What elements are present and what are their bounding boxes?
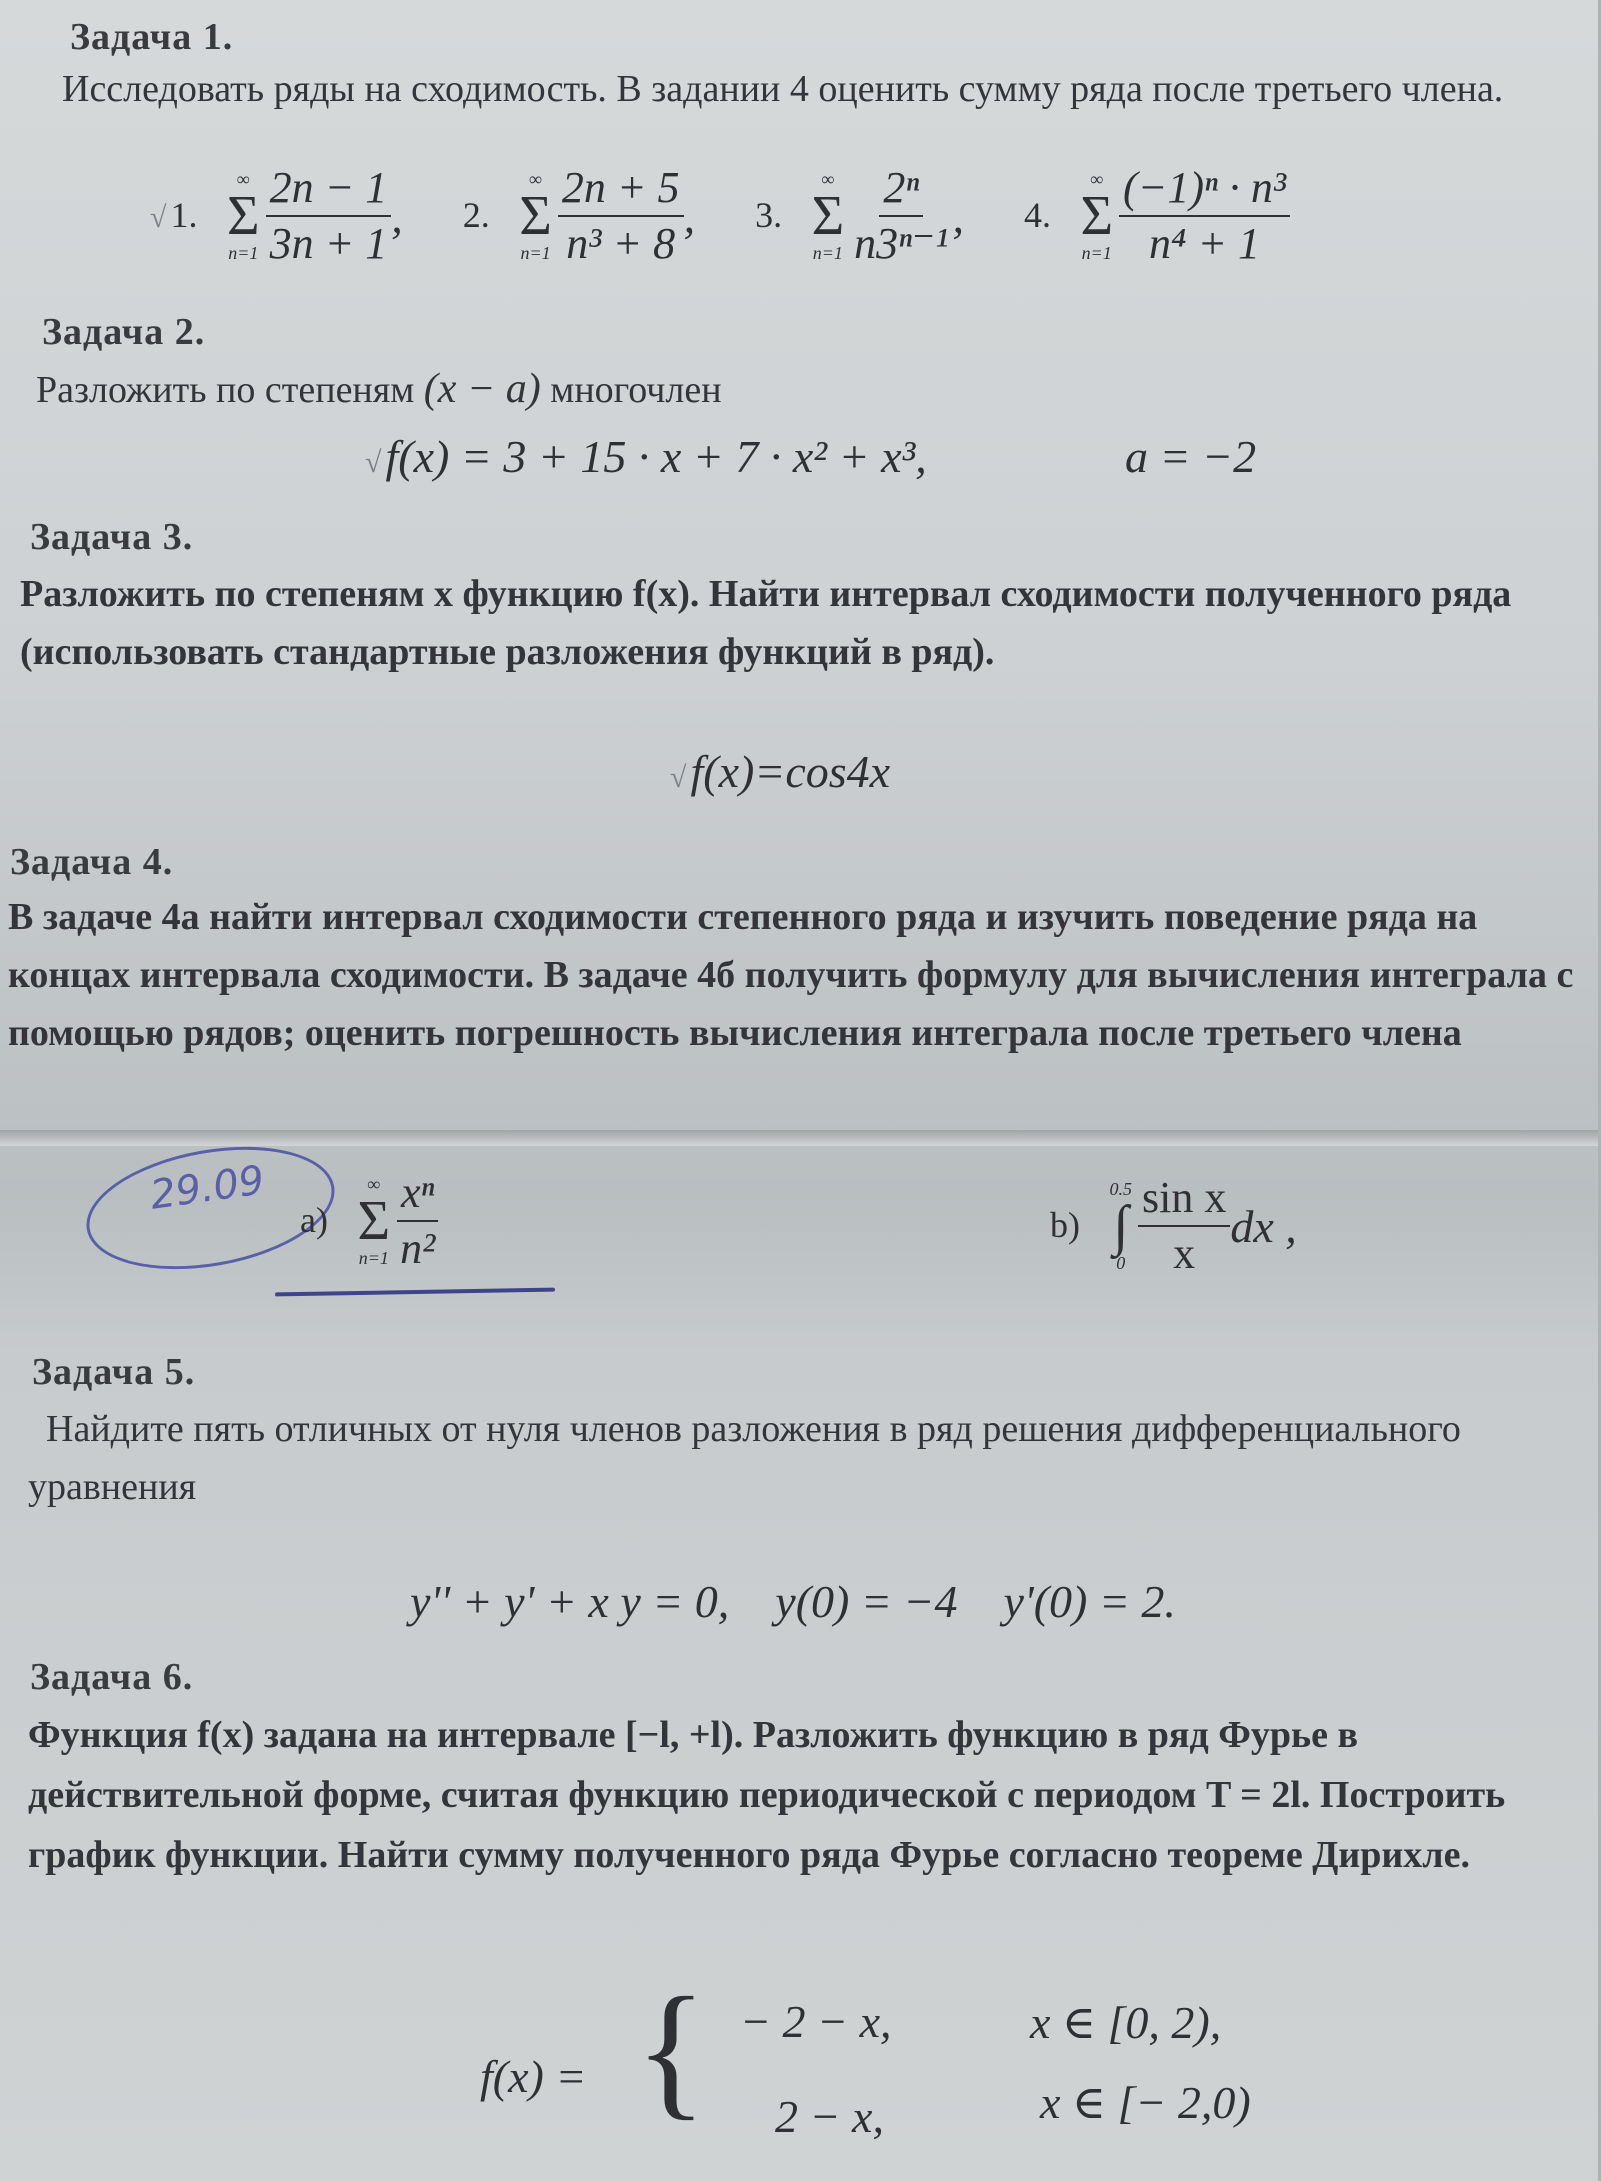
task4-text: В задаче 4а найти интервал сходимости степенного ряда и изучить поведение ряда на концах интервала сходимости. В задаче 4б получить формулу для вычисления интеграла с помощью рядов; оценить погрешность вычисления интеграла после третьего члена xyxy=(8,896,1574,1054)
sigma-icon: Σ xyxy=(811,185,845,248)
fraction-denominator: n3ⁿ⁻¹ xyxy=(854,219,949,269)
task2-text-expr: (x − a) xyxy=(423,366,541,412)
sum-lower: n=1 xyxy=(358,1248,389,1269)
task5-formula: y'' + y' + x y = 0, y(0) = −4 y'(0) = 2. xyxy=(410,1576,1176,1627)
separator: , xyxy=(683,190,696,242)
handwritten-date: 29.09 xyxy=(147,1157,268,1219)
task2-heading: Задача 2. xyxy=(42,311,206,353)
item-number: 3. xyxy=(755,194,783,235)
check-mark-icon: √ xyxy=(150,200,167,234)
sum-lower: n=1 xyxy=(520,243,551,264)
sigma-icon: Σ xyxy=(519,185,552,248)
fraction-numerator: xⁿ xyxy=(397,1170,438,1222)
check-mark-icon: √ xyxy=(365,446,382,479)
task4b-integral xyxy=(1050,1175,1297,1277)
polynomial: f(x) = 3 + 15 · x + 7 · x² + x³, xyxy=(385,431,927,482)
fraction-denominator: n² xyxy=(400,1224,436,1274)
sum-upper: ∞ xyxy=(1090,169,1104,190)
part-label: a) xyxy=(300,1199,328,1240)
sum-lower: n=1 xyxy=(1081,243,1112,264)
task5-heading: Задача 5. xyxy=(32,1351,196,1393)
sum-lower: n=1 xyxy=(812,243,843,264)
sum-upper: ∞ xyxy=(529,169,542,190)
fraction-numerator: 2n − 1 xyxy=(266,165,392,217)
task3-text: Разложить по степеням x функцию f(x). Найти интервал сходимости полученного ряда (использовать стандартные разложения функций в ряд). xyxy=(20,573,1512,673)
fraction-numerator: 2ⁿ xyxy=(879,165,923,217)
fraction-denominator: x xyxy=(1173,1229,1196,1279)
left-brace-icon: { xyxy=(635,1967,707,2133)
differential: dx , xyxy=(1230,1200,1297,1252)
item-number: 4. xyxy=(1023,194,1051,235)
sigma-icon: Σ xyxy=(1080,185,1114,248)
fraction-denominator: n⁴ + 1 xyxy=(1149,219,1261,269)
task5-text: Найдите пять отличных от нуля членов разложения в ряд решения дифференциального уравнения xyxy=(28,1408,1461,1508)
task2-param: a = −2 xyxy=(1125,431,1257,482)
task6-case1-cond: x ∈ [0, 2), xyxy=(1030,1997,1222,2048)
task6-case1-expr: − 2 − x, xyxy=(740,1996,892,2047)
part-label: b) xyxy=(1050,1204,1080,1245)
paper-fold xyxy=(0,1130,1601,1146)
task2-text-before: Разложить по степеням xyxy=(36,369,415,411)
integral-upper: 0.5 xyxy=(1109,1179,1132,1200)
integral-lower: 0 xyxy=(1116,1253,1126,1274)
series-item-1 xyxy=(150,165,403,267)
task4a-series xyxy=(300,1170,439,1272)
separator: , xyxy=(391,190,403,242)
task6-case2-expr: 2 − x, xyxy=(775,2091,884,2142)
task2-text-after: многочлен xyxy=(550,369,722,411)
task1-text: Исследовать ряды на сходимость. В задании 4 оценить сумму ряда после третьего члена. xyxy=(62,68,1504,110)
fraction-denominator: n³ + 8 xyxy=(566,219,676,269)
item-number: 2. xyxy=(462,194,490,235)
function-definition: f(x)=cos4x xyxy=(690,746,891,797)
fraction-numerator: sin x xyxy=(1138,1175,1230,1227)
task6-heading: Задача 6. xyxy=(30,1656,194,1698)
task6-case2-cond: x ∈ [− 2,0) xyxy=(1040,2077,1251,2128)
fraction-numerator: 2n + 5 xyxy=(558,165,684,217)
task6-text: Функция f(x) задана на интервале [−l, +l). Разложить функцию в ряд Фурье в действительной форме, считая функцию периодической с периодом T = 2l. Построить график функции. Найти сумму полученного ряда Фурье согласно теореме Дирихле. xyxy=(28,1714,1506,1876)
sum-upper: ∞ xyxy=(821,169,835,190)
series-item-4 xyxy=(1024,165,1290,267)
sum-upper: ∞ xyxy=(236,169,250,190)
check-mark-icon: √ xyxy=(670,761,687,794)
task3-formula xyxy=(670,745,890,798)
task1-series-row xyxy=(150,165,1550,267)
sigma-icon: Σ xyxy=(226,185,260,248)
sigma-icon: Σ xyxy=(357,1190,391,1253)
fraction-denominator: 3n + 1 xyxy=(269,219,388,269)
sum-lower: n=1 xyxy=(228,243,259,264)
task1-heading: Задача 1. xyxy=(70,16,234,58)
series-item-3 xyxy=(755,165,964,267)
task2-text xyxy=(36,360,1536,419)
sum-upper: ∞ xyxy=(367,1174,381,1195)
task4-heading: Задача 4. xyxy=(10,841,174,883)
integral-icon: ∫ xyxy=(1113,1195,1129,1258)
item-number: 1. xyxy=(170,194,198,235)
task6-lhs: f(x) = xyxy=(480,2051,587,2102)
series-item-2 xyxy=(463,165,695,267)
fraction-numerator: (−1)ⁿ · n³ xyxy=(1119,165,1290,217)
task3-heading: Задача 3. xyxy=(30,516,194,558)
separator: , xyxy=(952,190,964,242)
task2-formula xyxy=(365,430,927,483)
